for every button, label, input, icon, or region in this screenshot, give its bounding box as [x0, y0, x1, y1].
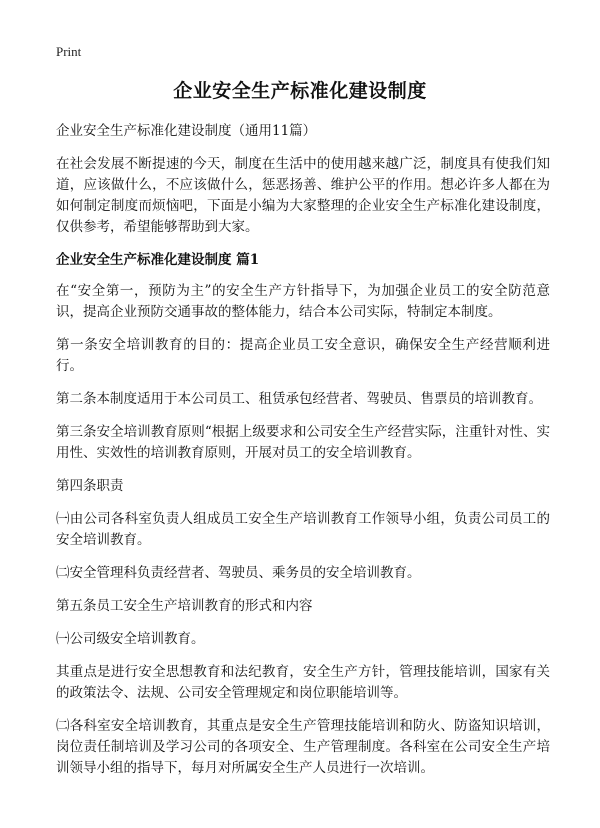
document-subtitle: 企业安全生产标准化建设制度（通用11篇）	[56, 123, 317, 139]
body-paragraph: 第四条职责	[56, 478, 124, 494]
body-paragraph: ㈡安全管理科负责经营者、驾驶员、乘务员的安全培训教育。	[56, 565, 421, 581]
body-paragraph: 第二条本制度适用于本公司员工、租赁承包经营者、驾驶员、售票员的培训教育。	[56, 391, 542, 407]
body-paragraph: 第一条安全培训教育的目的：提高企业员工安全意识，确保安全生产经营顺利进行。	[56, 337, 550, 374]
body-paragraph: ㈠公司级安全培训教育。	[56, 631, 205, 647]
document-title: 企业安全生产标准化建设制度	[173, 80, 427, 102]
body-paragraph: 在“安全第一，预防为主”的安全生产方针指导下，为加强企业员工的安全防范意识，提高企业预防交通事故的整体能力，结合本公司实际，特制定本制度。	[56, 283, 550, 320]
body-paragraph: ㈡各科室安全培训教育，其重点是安全生产管理技能培训和防火、防盗知识培训，岗位责任制培训及学习公司的各项安全、生产管理制度。各科室在公司安全生产培训领导小组的指导下，每月对所属安全生产人员进行一次培训。	[56, 718, 550, 776]
body-paragraph: ㈠由公司各科室负责人组成员工安全生产培训教育工作领导小组，负责公司员工的安全培训教育。	[56, 511, 550, 548]
body-paragraph: 其重点是进行安全思想教育和法纪教育，安全生产方针，管理技能培训，国家有关的政策法令、法规、公司安全管理规定和岗位职能培训等。	[56, 664, 550, 701]
body-paragraph: 第三条安全培训教育原则“根据上级要求和公司安全生产经营实际，注重针对性、实用性、实效性的培训教育原则，开展对员工的安全培训教育。	[56, 424, 550, 461]
body-paragraph: 第五条员工安全生产培训教育的形式和内容	[56, 598, 313, 614]
intro-paragraph: 在社会发展不断提速的今天，制度在生活中的使用越来越广泛，制度具有使我们知道，应该做什么，不应该做什么，惩恶扬善、维护公平的作用。想必许多人都在为如何制定制度而烦恼吧，下面是小编为大家整理的企业安全生产标准化建设制度，仅供参考，希望能够帮助到大家。	[56, 156, 550, 235]
print-label: Print	[56, 44, 82, 59]
document-body	[56, 121, 550, 791]
section-heading: 企业安全生产标准化建设制度 篇1	[56, 252, 260, 268]
